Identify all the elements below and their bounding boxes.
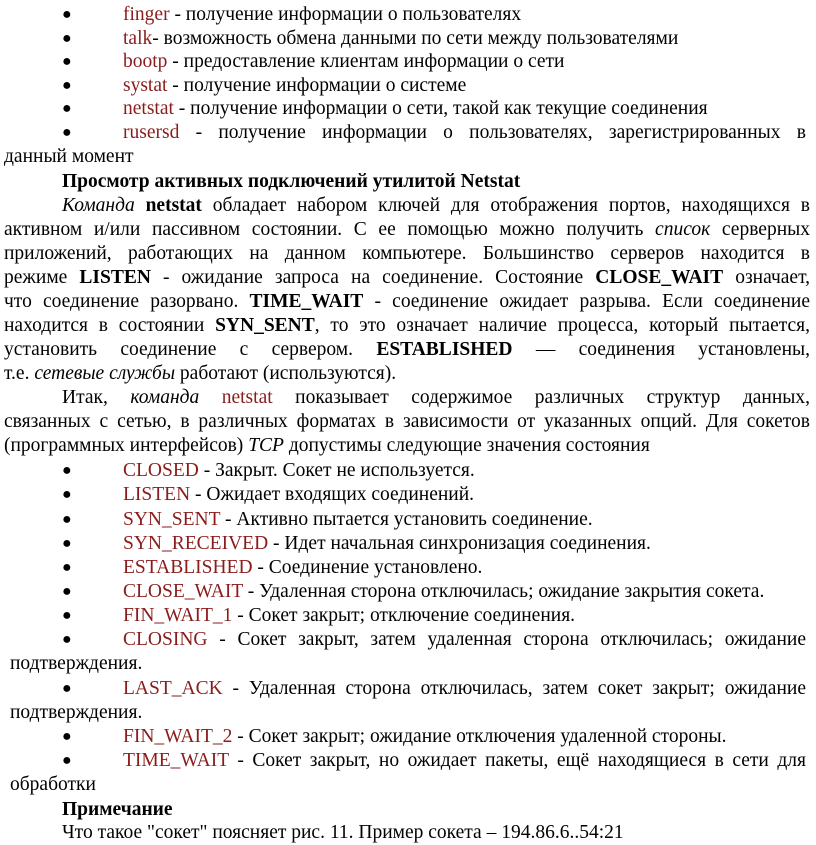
bullet-icon: ● <box>62 752 72 769</box>
paragraph-line: (программных интерфейсов) TCP допустимы следующие значения состояния <box>4 435 650 456</box>
bullet-icon: ● <box>62 100 72 117</box>
paragraph-line: находится в состоянии SYN_SENT, то это означает наличие процесса, который пытается, <box>4 315 810 336</box>
description: - предоставление клиентам информации о сети <box>167 51 565 72</box>
bullet-icon: ● <box>62 77 72 94</box>
description: - получение информации о сети, такой как текущие соединения <box>173 98 708 119</box>
paragraph-line: активном и/или пассивном состоянии. С ее помощью можно получить список серверных <box>4 219 810 240</box>
term: rusersd <box>123 122 180 143</box>
paragraph-line: установить соединение с сервером. ESTABLISHED — соединения установлены, <box>4 339 810 360</box>
term: netstat <box>123 98 174 119</box>
paragraph-line: связанных с сетью, в различных форматах в зависимости от указанных опций. Для сокетов <box>4 411 810 432</box>
term: bootp <box>123 51 168 72</box>
bullet-icon: ● <box>62 631 72 648</box>
note-text: Что такое "сокет" поясняет рис. 11. Пример сокета – 194.86.6..54:21 <box>62 822 624 843</box>
bullet-icon: ● <box>62 583 72 600</box>
term: systat <box>123 75 168 96</box>
bullet-icon: ● <box>62 607 72 624</box>
bullet-icon: ● <box>62 535 72 552</box>
list-item-continuation: подтверждения. <box>10 702 143 723</box>
paragraph-line: режиме LISTEN - ожидание запроса на соединение. Состояние CLOSE_WAIT означает, <box>4 267 811 288</box>
paragraph-line: Команда netstat обладает набором ключей для отображения портов, находящихся в <box>62 195 810 216</box>
term: finger <box>123 4 170 25</box>
term: talk <box>123 28 153 49</box>
description: - получение информации о пользователях, зарегистрированных в <box>179 122 806 143</box>
paragraph-line: что соединение разорвано. TIME_WAIT - соединение ожидает разрыва. Если соединение <box>4 291 810 312</box>
list-item-continuation: обработки <box>10 774 96 795</box>
description: - возможность обмена данными по сети между пользователями <box>152 28 679 49</box>
bullet-icon: ● <box>62 53 72 70</box>
bullet-icon: ● <box>62 30 72 47</box>
paragraph-line: приложений, работающих на данном компьютере. Большинство серверов находится в <box>4 243 810 264</box>
bullet-icon: ● <box>62 680 72 697</box>
section-heading: Просмотр активных подключений утилитой Netstat <box>62 171 521 192</box>
bullet-icon: ● <box>62 462 72 479</box>
document-page: ● finger - получение информации о пользователях ● talk- возможность обмена данными по сети между пользователями ● bootp - предоставление клиентам информации о сети ● systat - получение информации о системе ● netstat - получение информации о сети, такой как текущие соединения ● rusersd - получение информации о пользователях, зарегистрированных в данный момент Просмотр активных подключений утилитой Netstat Команда netstat обладает набором ключей для отображения портов, находящихся в активном и/или пассивном состоянии. С ее помощью можно получить список серверных приложений, работающих на данном компьютере. Большинство серверов находится в режиме LISTEN - ожидание запроса на соединение. Состояние CLOSE_WAIT означает, что соединение разорвано. TIME_WAIT - соединение ожидает разрыва. Если соединение находится в состоянии SYN_SENT, то это означает наличие процесса, который пытается, установить соединение с сервером. ESTABLISHED — соединения установлены, т.е. сетевые службы работают (используются). Итак, команда netstat показывает содержимое различных структур данных, связанных с сетью, в различных форматах в зависимости от указанных опций. Для сокетов (программных интерфейсов) TCP допустимы следующие значения состояния ● CLOSED - Закрыт. Сокет не используется. ● LISTEN - Ожидает входящих соединений. ● SYN_SENT - Активно пытается установить соединение. ● SYN_RECEIVED - Идет начальная синхронизация соединения. ● ESTABLISHED - Соединение установлено. ● CLOSE_WAIT - Удаленная сторона отключилась; ожидание закрытия сокета. ● FIN_WAIT_1 - Сокет закрыт; отключение соединения. ● CLOSING - Сокет закрыт, затем удаленная сторона отключилась; ожидание подтверждения. ● LAST_ACK - Удаленная сторона отключилась, затем сокет закрыт; ожидание подтверждения. ● FIN_WAIT_2 - Сокет закрыт; ожидание отключения удаленной стороны. ● TIME_WAIT - Сокет закрыт, но ожидает пакеты, ещё находящиеся в сети для обработки Примечание Что такое "сокет" поясняет рис. 11. Пример сокета – 194.86.6..54:21 <box>4 4 811 843</box>
bullet-icon: ● <box>62 6 72 23</box>
paragraph-line: т.е. сетевые службы работают (используются). <box>4 363 397 384</box>
description: - получение информации о пользователях <box>169 4 522 25</box>
bullet-icon: ● <box>62 124 72 141</box>
note-heading: Примечание <box>62 799 173 820</box>
description: - получение информации о системе <box>167 75 467 96</box>
paragraph-line: Итак, команда netstat показывает содержимое различных структур данных, <box>62 387 810 408</box>
bullet-icon: ● <box>62 728 72 745</box>
bullet-icon: ● <box>62 511 72 528</box>
list-item-continuation: подтверждения. <box>10 653 143 674</box>
bullet-icon: ● <box>62 486 72 503</box>
bullet-icon: ● <box>62 559 72 576</box>
list-item-continuation: данный момент <box>4 146 134 167</box>
